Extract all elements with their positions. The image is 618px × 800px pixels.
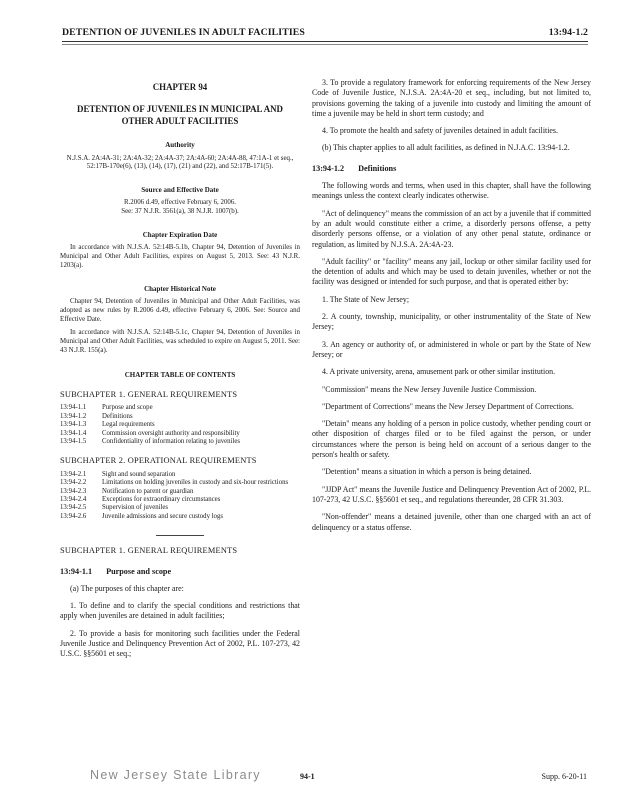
right-column: [312, 64, 591, 533]
definition: "Commission" means the New Jersey Juvenile Justice Commission.: [322, 384, 537, 394]
expiration-text: In accordance with N.J.S.A. 52:14B-5.1b, Chapter 94, Detention of Juveniles in Municipal and Other Adult Facilities, expires on August 5, 2013. See: 43 N.J.R. 1203(a).: [60, 244, 300, 269]
toc-subchapter-2-heading: SUBCHAPTER 2. OPERATIONAL REQUIREMENTS: [60, 456, 257, 466]
toc-item: 13:94-1.2 Definitions: [60, 412, 133, 420]
section-divider: [156, 535, 204, 536]
section-1-2-heading: [312, 164, 591, 174]
section-number: 13:94-1.1: [60, 566, 93, 576]
definition: "Act of delinquency" means the commission of an act by a juvenile that if committed by an adult would constitute either a crime, a disorderly persons offense, a petty disorderly persons offense, or a violation of any other penal statute, ordinance or regulation, as limited by N.J.S.A. 2A:4A-23.: [312, 208, 591, 249]
section-title: Purpose and scope: [106, 566, 172, 576]
section-title: Definitions: [358, 163, 397, 173]
toc-item: 13:94-2.2 Limitations on holding juveniles in custody and six-hour restrictions: [60, 479, 289, 487]
paragraph: The following words and terms, when used in this chapter, shall have the following meanings unless the context clearly indicates otherwise.: [312, 181, 591, 201]
section-number: 13:94-1.2: [312, 163, 345, 173]
list-item: 1. The State of New Jersey;: [322, 294, 410, 304]
history-text-1: Chapter 94, Detention of Juveniles in Municipal and Other Adult Facilities, was adopted as new rules by R.2006 d.49, effective February 6, 2006. See: Source and Effective Date.: [60, 298, 300, 323]
definition: "Detention" means a situation in which a person is being detained.: [322, 467, 532, 477]
header-section: 13:94-1.2: [548, 27, 588, 38]
definition: "Adult facility" or "facility" means any jail, lockup or other similar facility used for the detention of adults and which may be used to detain juveniles, whether or not the facility was designed or intended for such purpose, and that is operated either by:: [312, 256, 591, 287]
left-column: [60, 64, 300, 660]
running-header: [62, 27, 588, 38]
toc-subchapter-1-list: [60, 404, 300, 446]
authority-text: N.J.S.A. 2A:4A-31; 2A:4A-32; 2A:4A-37; 2A:4A-60; 2A:4A-88, 47:1A-1 et seq., 52:17B-170e(6), (13), (14), (17), (21) and (22), and 52:17B-171(5).: [66, 154, 294, 171]
toc-item: 13:94-1.1 Purpose and scope: [60, 404, 153, 412]
toc-item: 13:94-2.1 Sight and sound separation: [60, 470, 176, 478]
list-item: 3. An agency or authority of, or administered in whole or part by the State of New Jersey; or: [312, 339, 591, 359]
expiration-heading: Chapter Expiration Date: [142, 231, 218, 240]
subchapter-1-heading: SUBCHAPTER 1. GENERAL REQUIREMENTS: [60, 546, 238, 556]
chapter-number: CHAPTER 94: [152, 82, 208, 92]
definition: "Non-offender" means a detained juvenile, other than one charged with an act of delinquency or a status offense.: [312, 512, 591, 532]
paragraph: 3. To provide a regulatory framework for enforcing requirements of the New Jersey Code of Juvenile Justice, N.J.S.A. 2A:4A-20 et seq., including, but not limited to, provisions governing the taking of a juvenile into custody and limiting the amount of time a juvenile may be held in short term custody; and: [312, 78, 591, 118]
history-text-2: In accordance with N.J.S.A. 52:14B-5.1c, Chapter 94, Detention of Juveniles in Municipal and Other Adult Facilities, was scheduled to expire on August 5, 2011. See: 43 N.J.R. 155(a).: [60, 329, 300, 355]
list-item: 2. A county, township, municipality, or other instrumentality of the State of New Jersey;: [312, 312, 591, 332]
toc-item: 13:94-2.4 Exceptions for extraordinary circumstances: [60, 495, 221, 503]
header-rule: [62, 41, 588, 42]
header-title: DETENTION OF JUVENILES IN ADULT FACILITIES: [62, 27, 305, 38]
definition: "JJDP Act" means the Juvenile Justice and Delinquency Prevention Act of 2002, P.L. 107-273, 42 U.S.C. §§5601 et seq., and regulations thereunder, 28 CFR 31.303.: [312, 484, 591, 504]
toc-item: 13:94-1.4 Commission oversight authority and responsibility: [60, 429, 240, 437]
paragraph: 1. To define and to clarify the special conditions and restrictions that apply when juveniles are detained in adult facilities;: [60, 601, 300, 621]
toc-heading: CHAPTER TABLE OF CONTENTS: [124, 370, 236, 379]
section-1-1-heading: [60, 567, 300, 577]
toc-item: 13:94-2.5 Supervision of juveniles: [60, 504, 169, 512]
toc-item: 13:94-1.5 Confidentiality of information relating to juveniles: [60, 438, 240, 446]
source-heading: Source and Effective Date: [141, 186, 219, 195]
toc-item: 13:94-1.3 Legal requirements: [60, 421, 155, 429]
library-watermark: New Jersey State Library: [90, 768, 261, 782]
supplement-date: Supp. 6-20-11: [541, 772, 587, 781]
toc-item: 13:94-2.3 Notification to parent or guardian: [60, 487, 194, 495]
definition: "Department of Corrections" means the New Jersey Department of Corrections.: [322, 401, 574, 411]
history-heading: Chapter Historical Note: [144, 284, 216, 293]
authority-heading: Authority: [165, 141, 195, 150]
header-rule-thin: [62, 44, 588, 45]
paragraph: 4. To promote the health and safety of juveniles detained in adult facilities.: [322, 126, 558, 136]
paragraph: 2. To provide a basis for monitoring such facilities under the Federal Juvenile Justice and Delinquency Prevention Act of 2002, P.L. 107-273, 42 U.S.C. §§5601 et seq.;: [60, 628, 300, 659]
paragraph: (b) This chapter applies to all adult facilities, as defined in N.J.A.C. 13:94-1.2.: [322, 143, 570, 153]
source-see: See: 37 N.J.R. 3561(a), 38 N.J.R. 1007(b).: [121, 208, 239, 216]
paragraph: (a) The purposes of this chapter are:: [70, 583, 184, 593]
list-item: 4. A private university, arena, amusement park or other similar institution.: [322, 367, 556, 377]
page-number: 94-1: [300, 772, 315, 781]
toc-item: 13:94-2.6 Juvenile admissions and secure custody logs: [60, 512, 224, 520]
toc-subchapter-1-heading: SUBCHAPTER 1. GENERAL REQUIREMENTS: [60, 390, 238, 400]
source-text: R.2006 d.49, effective February 6, 2006.: [123, 199, 236, 207]
toc-subchapter-2-list: [60, 471, 300, 521]
definition: "Detain" means any holding of a person in police custody, whether pending court or other disposition of charges filed or to be filed against the person, or under circumstances where the person is being held on account of a serious danger to the person's health or safety.: [312, 419, 591, 460]
chapter-title: DETENTION OF JUVENILES IN MUNICIPAL AND OTHER ADULT FACILITIES: [77, 104, 283, 126]
